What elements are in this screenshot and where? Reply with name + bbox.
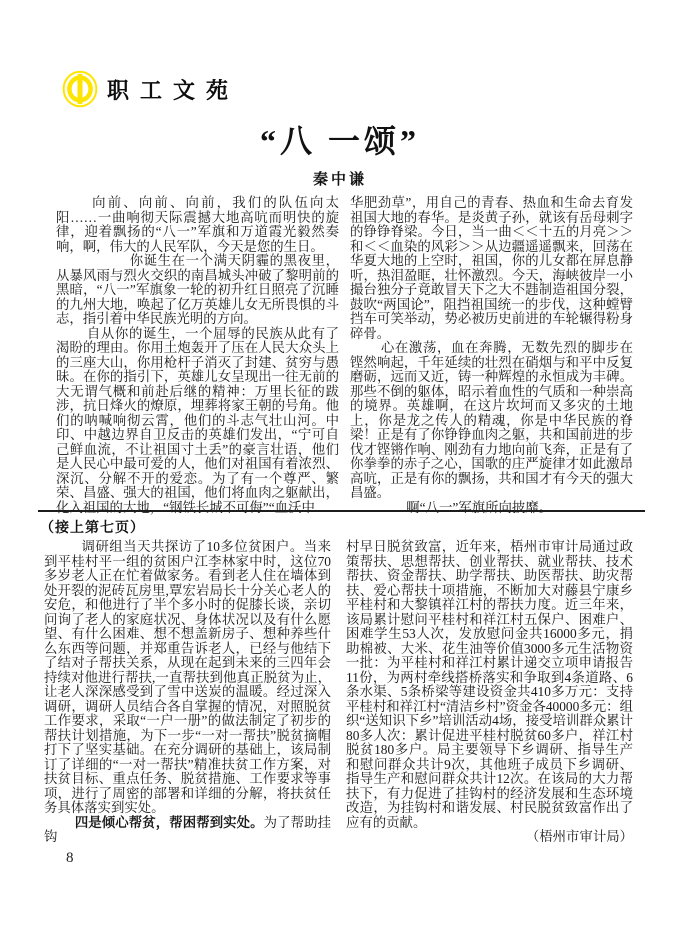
paragraph: 心在激荡，血在奔腾，无数先烈的脚步在铿然响起，千年延续的壮烈在硝烟与和平中反复磨砺，远而又近，铸一种辉煌的永恒成为丰碑。那些不倒的躯体，昭示着血性的气质和一种崇高的境界。英雄啊，在这片坎坷而又多灾的土地上，你是龙之传人的精魂，你是中华民族的脊梁！正是有了你铮铮血肉之躯，共和国前进的步伐才铿锵作响、刚劲有力地向前飞奔，正是有了你拳拳的赤子之心，国歌的庄严旋律才如此激昂高吭，正是有你的飘扬，共和国才有今天的强大昌盛。 bbox=[350, 340, 633, 500]
bold-lead: 四是倾心帮贫，帮困帮到实处。 bbox=[74, 814, 264, 830]
article-divider-rule bbox=[38, 510, 645, 512]
continuation-note: （接上第七页） bbox=[40, 521, 145, 536]
paragraph-text: 为了帮助挂钩 bbox=[44, 814, 332, 844]
attribution: （梧州市审计局） bbox=[525, 829, 633, 844]
article2-left-column bbox=[44, 540, 331, 845]
article1-right-column bbox=[350, 196, 633, 515]
article1-title: “八 一颂” bbox=[259, 123, 420, 159]
paragraph: 向前、向前、向前，我们的队伍向太阳……一曲响彻天际震撼大地高吭而明快的旋律，迎着飘扬的“八一”军旗和万道霞光毅然奏响，啊，伟大的人民军队，今天是您的生日。 bbox=[56, 195, 339, 254]
article1-left-column bbox=[56, 196, 339, 515]
paragraph-continuation: 华肥劲草”，用自己的青春、热血和生命去育发祖国大地的春华。是炎黄子孙，就该有岳母刺字的铮铮脊梁。今日，当一曲＜＜十五的月亮＞＞和＜＜血染的风彩＞＞从边疆遥遥飘来，回荡在华夏大地的上空时，祖国，你的儿女都在屏息静听，热泪盈眶，壮怀激烈。今天，海峡彼岸一小撮台独分子竟敢冒天下之大不韪制造祖国分裂，鼓吹“两国论”，阻挡祖国统一的步伐，这种螳臂挡车可笑举动，势必被历史前进的车轮辗得粉身碎骨。 bbox=[350, 195, 633, 341]
section-header bbox=[62, 70, 239, 108]
trade-union-logo-icon bbox=[62, 70, 98, 108]
paragraph bbox=[44, 816, 331, 845]
article2-body bbox=[44, 540, 633, 845]
paragraph: 你诞生在一个满天阴霾的黑夜里，从暴风雨与烈火交织的南昌城头冲破了黎明前的黑暗，“八一”军旗象一轮的初升红日照亮了沉睡的九州大地，唤起了亿万英雄儿女无所畏惧的斗志，指引着中华民族光明的方向。 bbox=[56, 253, 339, 326]
paragraph: 调研组当天共探访了10多位贫困户。当来到平桂村平一组的贫困户江李林家中时，这位70多岁老人正在忙着做家务。看到老人住在墙体到处开裂的泥砖瓦房里,覃宏岩局长十分关心老人的安危，和他进行了半个多小时的促膝长谈，亲切问询了老人的家庭状况、身体状况以及有什么愿望、有什么困难、想不想盖新房子、想种养些什么东西等问题，并郑重告诉老人，已经与他结下了结对子帮扶关系，从现在起到未来的三四年会持续对他进行帮扶,一直帮扶到他真正脱贫为止，让老人深深感受到了雪中送炭的温暖。经过深入调研，调研人员结合各自掌握的情况，对照脱贫工作要求，采取“一户一册”的做法制定了初步的帮扶计划措施，为下一步“一对一帮扶”脱贫摘帽打下了坚实基础。在充分调研的基础上，该局制订了详细的“一对一帮扶”精准扶贫工作方案，对扶贫目标、重点任务、脱贫措施、工作要求等事项，进行了周密的部署和详细的分解，将扶贫任务具体落实到实处。 bbox=[44, 539, 331, 815]
logo-center-bar bbox=[77, 74, 82, 104]
paragraph-continuation: 村早日脱贫致富，近年来，梧州市审计局通过政策帮扶、思想帮扶、创业帮扶、就业帮扶、技术帮扶、资金帮扶、助学帮扶、助医帮扶、助灾帮扶、爱心帮扶十项措施，不断加大对藤县宁康乡平桂村和大黎镇祥江村的帮扶力度。近三年来，该局累计慰问平桂村和祥江村五保户、困难户、困难学生53人次，发放慰问金共16000多元，捐助棉被、大米、花生油等价值3000多元生活物资一批：为平桂村和祥江村累计递交立项申请报告11份，为两村牵线搭桥落实和争取到4条道路、6条水渠、5条桥梁等建设资金共410多万元：支持平桂村和祥江村“清洁乡村”资金各40000多元：组织“送知识下乡”培训活动4场，接受培训群众累计80多人次：累计促进平桂村脱贫60多户，祥江村脱贫180多户。局主要领导下乡调研、指导生产和慰问群众共计9次，其他班子成员下乡调研、指导生产和慰问群众共计12次。在该局的大力帮扶下，有力促进了挂钩村的经济发展和生态环境改造，为挂钩村和谐发展、村民脱贫致富作出了应有的贡献。 bbox=[346, 539, 633, 830]
page-number: 8 bbox=[66, 850, 74, 866]
article1-author: 秦中谦 bbox=[312, 172, 367, 188]
paragraph: 啊“八一”军旗所向披靡。 bbox=[406, 499, 553, 515]
article2-right-column bbox=[346, 540, 633, 845]
section-title: 职工文苑 bbox=[107, 77, 240, 103]
paragraph: 自从你的诞生，一个屈辱的民族从此有了渴盼的理由。你用土炮轰开了压在人民大众头上的三座大山，你用枪杆子消灭了封建、贫穷与愚昧。在你的指引下，英雄儿女呈现出一往无前的大无谓气概和前赴后继的精神：万里长征的跋涉，抗日烽火的燎原，埋葬将家王朝的号角。他们的呐喊响彻云霄，他们的斗志气壮山河。中印、中越边界自卫反击的英雄们发出，“宁可自己鲜血流，不让祖国寸土丢”的豪言壮语，他们是人民心中最可爱的人，他们对祖国有着浓烈、深沉、分解不开的爱恋。为了有一个尊严、繁荣、昌盛、强大的祖国，他们将血肉之躯献出，化入祖国的大地，“钢铁长城不可侮”“血沃中 bbox=[56, 325, 339, 515]
article1-body bbox=[56, 196, 633, 515]
